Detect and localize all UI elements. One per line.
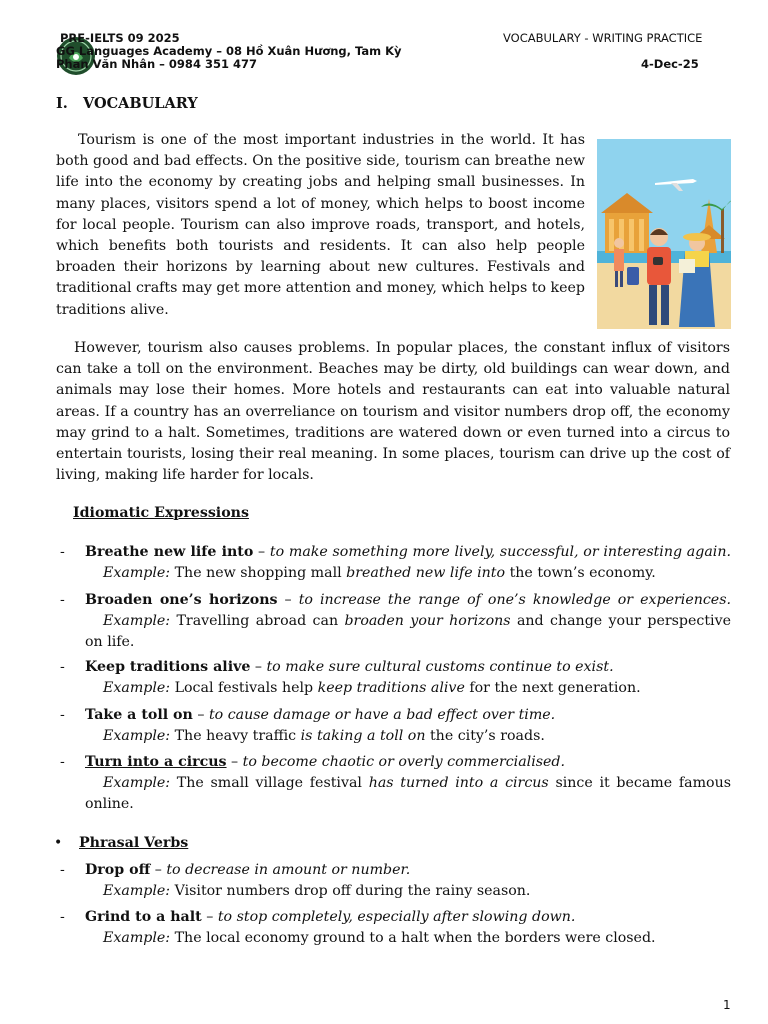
bullet-icon: •	[54, 835, 63, 851]
tourists-illustration	[597, 139, 731, 329]
idiom-item: - Turn into a circus – to become chaotic or overly commercialised. Example: The small village festival has turned into a circus since it became famous online.	[56, 752, 731, 816]
course-name: PRE-IELTS 09 2025	[60, 31, 180, 45]
idiom-term: Keep traditions alive	[85, 659, 251, 675]
idiom-example: Example: The small village festival has turned into a circus since it became famous online.	[85, 775, 736, 813]
phrasal-example: Example: The local economy ground to a halt when the borders were closed.	[103, 930, 656, 946]
idiom-term: Turn into a circus	[85, 754, 227, 770]
phrasal-term: Drop off	[85, 862, 151, 878]
page-number: 1	[723, 998, 731, 1012]
idiom-term: Breathe new life into	[85, 544, 254, 560]
phrasal-verbs-heading: Phrasal Verbs	[79, 835, 189, 851]
idiom-example: Example: The new shopping mall breathed new life into the town’s economy.	[103, 565, 656, 581]
idiom-definition: to become chaotic or overly commercialised.	[242, 754, 566, 770]
teacher-contact: Phan Văn Nhân – 0984 351 477	[56, 57, 257, 71]
idiom-definition: to make sure cultural customs continue to exist.	[266, 659, 614, 675]
intro-paragraph: Tourism is one of the most important industries in the world. It has both good and bad effects. On the positive side, tourism can breathe new life into the economy by creating jobs and helping small businesses. In many places, visitors spend a lot of money, which helps to boost income for local people. Tourism can also improve roads, transport, and hotels, which benefits both tourists and residents. It can also help people broaden their horizons by learning about new cultures. Festivals and traditional crafts may get more attention and money, which helps to keep traditions alive.	[56, 132, 585, 318]
idiom-item: - Breathe new life into – to make something more lively, successful, or interesting again. Example: The new shopping mall breathed new life into the town’s economy.	[56, 542, 731, 584]
idiom-example: Example: The heavy traffic is taking a toll on the city’s roads.	[103, 728, 545, 744]
phrasal-verb-item: - Drop off – to decrease in amount or number. Example: Visitor numbers drop off during the rainy season.	[56, 860, 731, 902]
problems-paragraph: However, tourism also causes problems. In popular places, the constant influx of visitors can take a toll on the environment. Beaches may be dirty, old buildings can wear down, and animals may lose their homes. More hotels and restaurants can eat into valuable natural areas. If a country has an overreliance on tourism and visitor numbers drop off, the economy may grind to a halt. Sometimes, traditions are watered down or even turned into a circus to entertain tourists, losing their real meaning. In some places, tourism can drive up the cost of living, making life harder for locals.	[56, 340, 730, 484]
idiom-example: Example: Travelling abroad can broaden your horizons and change your perspective on life.	[85, 613, 736, 651]
idiom-term: Take a toll on	[85, 707, 193, 723]
document-type: VOCABULARY - WRITING PRACTICE	[503, 31, 703, 45]
phrasal-example: Example: Visitor numbers drop off during the rainy season.	[103, 883, 531, 899]
phrasal-definition: to decrease in amount or number.	[166, 862, 411, 878]
idiom-definition: to increase the range of one’s knowledge or experiences.	[298, 592, 731, 608]
idiom-term: Broaden one’s horizons	[85, 592, 278, 608]
phrasal-definition: to stop completely, especially after slowing down.	[217, 909, 576, 925]
phrasal-verb-item: - Grind to a halt – to stop completely, especially after slowing down. Example: The local economy ground to a halt when the borders were closed.	[56, 907, 731, 949]
document-date: 4-Dec-25	[641, 57, 699, 71]
phrasal-term: Grind to a halt	[85, 909, 202, 925]
idiom-item: - Take a toll on – to cause damage or have a bad effect over time. Example: The heavy traffic is taking a toll on the city’s roads.	[56, 705, 731, 747]
idiom-item: - Broaden one’s horizons – to increase the range of one’s knowledge or experiences. Example: Travelling abroad can broaden your horizons and change your perspective on life.	[56, 590, 731, 654]
section-title: I. VOCABULARY	[56, 95, 198, 112]
academy-address: GG Languages Academy – 08 Hồ Xuân Hương, Tam Kỳ	[56, 44, 402, 58]
idiom-example: Example: Local festivals help keep traditions alive for the next generation.	[103, 680, 641, 696]
idioms-heading: Idiomatic Expressions	[73, 505, 249, 521]
idiom-definition: to cause damage or have a bad effect over time.	[208, 707, 556, 723]
idiom-definition: to make something more lively, successful, or interesting again.	[269, 544, 731, 560]
idiom-item: - Keep traditions alive – to make sure cultural customs continue to exist. Example: Local festivals help keep traditions alive for the next generation.	[56, 657, 731, 699]
